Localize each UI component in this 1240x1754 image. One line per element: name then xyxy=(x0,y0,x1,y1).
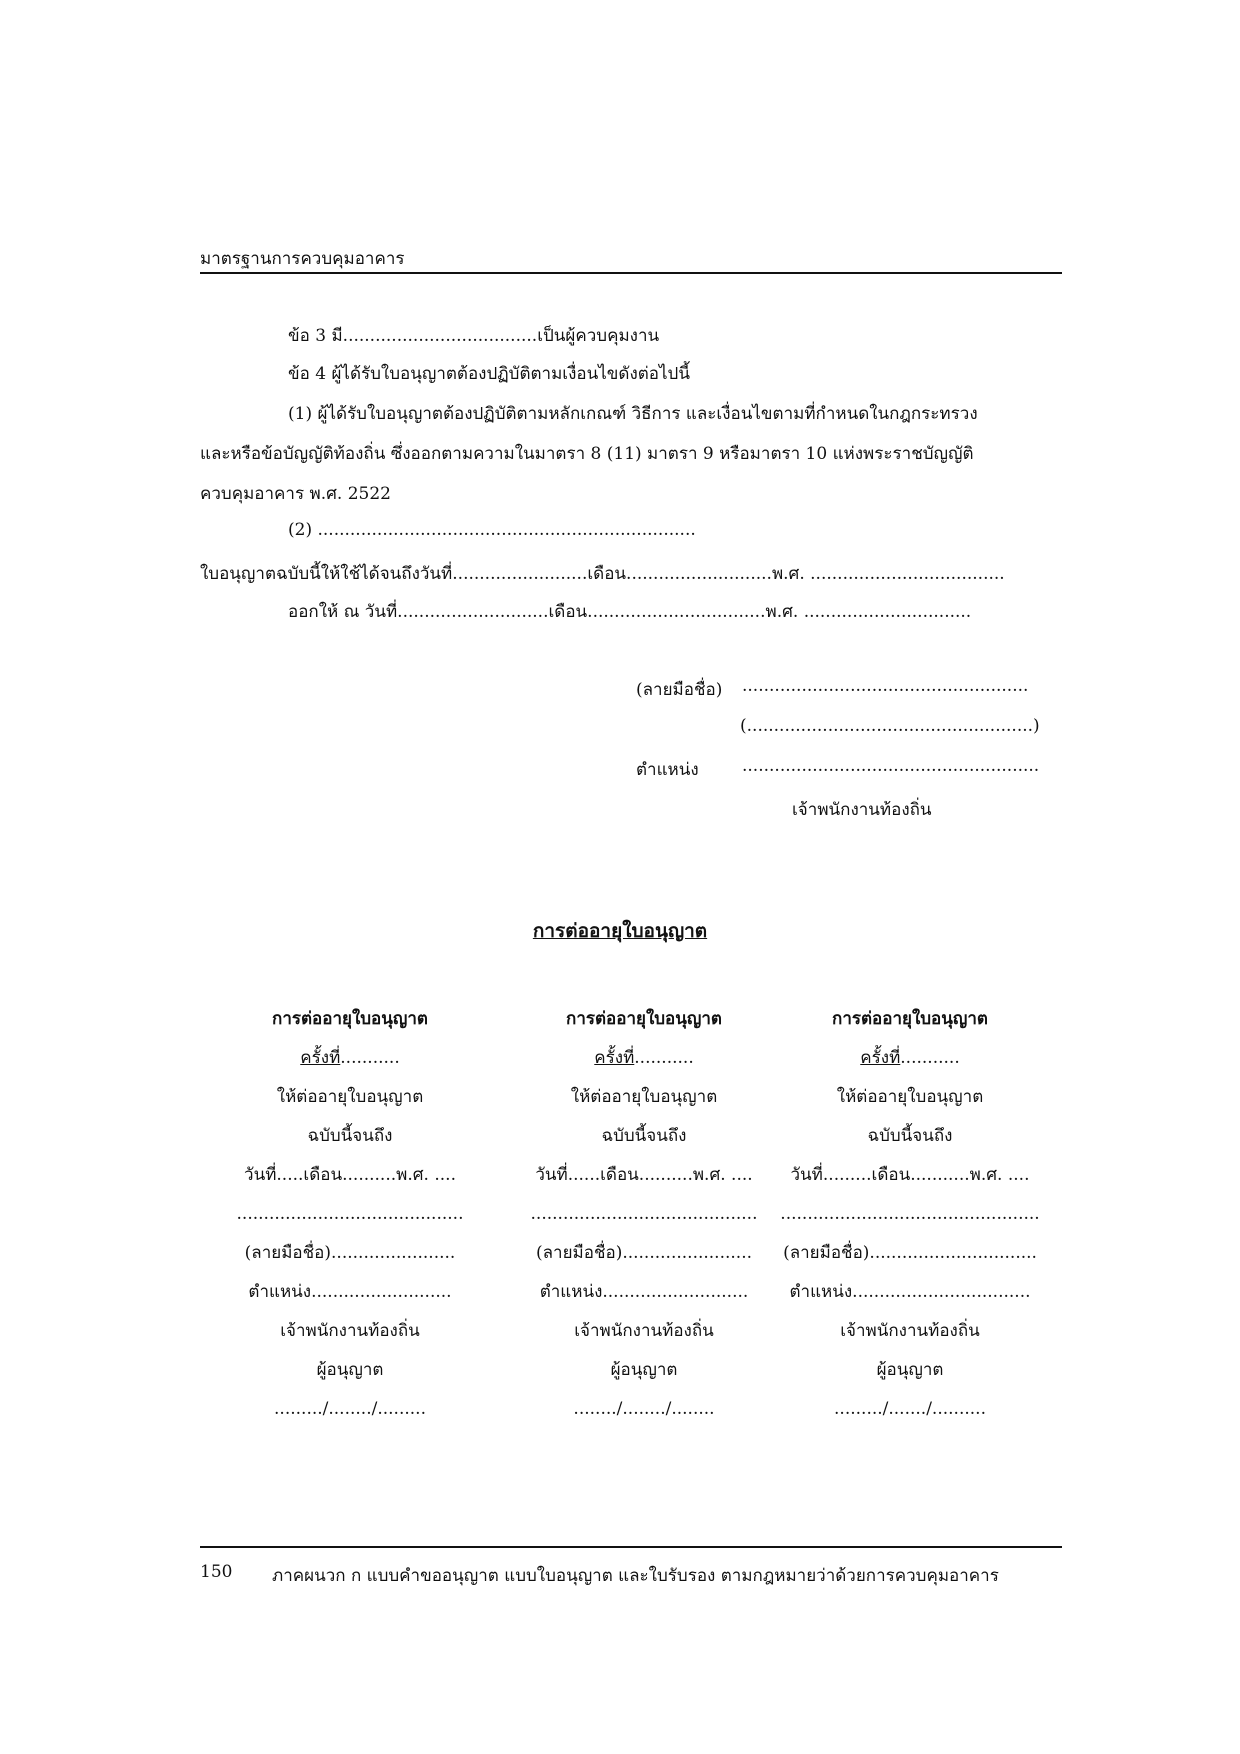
signature-name: (.....................................................) xyxy=(740,716,1040,736)
time-dots: ........... xyxy=(634,1048,694,1068)
position-label: ตำแหน่ง xyxy=(636,760,699,780)
signature-dots: ..................................................... xyxy=(742,676,1029,696)
renewal-column-1 xyxy=(220,1000,480,1429)
time-dots: ........... xyxy=(340,1048,400,1068)
renewal-date: วันที่......เดือน..........พ.ศ. .... xyxy=(535,1165,753,1185)
renewal-date: วันที่.........เดือน...........พ.ศ. .... xyxy=(790,1165,1030,1185)
renewal-dots: ................................................ xyxy=(780,1204,1040,1224)
renewal-time xyxy=(514,1039,774,1078)
renewal-official: เจ้าพนักงานท้องถิ่น xyxy=(280,1321,420,1341)
clause-4: ข้อ 4 ผู้ได้รับใบอนุญาตต้องปฏิบัติตามเงื่อนไขดังต่อไปนี้ xyxy=(288,364,690,384)
issued-line: ออกให้ ณ วันที่............................เดือน.................................พ.ศ. ............................... xyxy=(288,602,972,622)
renewal-column-3 xyxy=(780,1000,1040,1429)
page-number: 150 xyxy=(200,1562,233,1582)
renewal-title: การต่ออายุใบอนุญาต xyxy=(532,920,708,942)
renewal-dateline: ......../......../........ xyxy=(573,1399,715,1419)
header-rule xyxy=(200,272,1062,274)
renewal-line-1: ให้ต่ออายุใบอนุญาต xyxy=(836,1087,984,1107)
renewal-dateline: ........./......../......... xyxy=(274,1399,426,1419)
clause-4-item-1-line-2: และหรือข้อบัญญัติท้องถิ่น ซึ่งออกตามความในมาตรา 8 (11) มาตรา 9 หรือมาตรา 10 แห่งพระราชบัญญัติ xyxy=(200,444,974,464)
renewal-heading: การต่ออายุใบอนุญาต xyxy=(832,1009,988,1029)
renewal-role: ผู้อนุญาต xyxy=(316,1360,384,1380)
renewal-role: ผู้อนุญาต xyxy=(876,1360,944,1380)
clause-3: ข้อ 3 มี....................................เป็นผู้ควบคุมงาน xyxy=(288,326,660,346)
clause-4-item-2: (2) ...................................................................... xyxy=(288,520,696,540)
renewal-signature: (ลายมือชื่อ)....................... xyxy=(244,1243,456,1263)
renewal-time xyxy=(780,1039,1040,1078)
renewal-time xyxy=(220,1039,480,1078)
renewal-line-1: ให้ต่ออายุใบอนุญาต xyxy=(276,1087,424,1107)
renewal-dots: .......................................... xyxy=(530,1204,758,1224)
signature-label: (ลายมือชื่อ) xyxy=(636,680,723,700)
clause-4-item-1-line-3: ควบคุมอาคาร พ.ศ. 2522 xyxy=(200,484,391,504)
renewal-dateline: ........./......./.......... xyxy=(834,1399,986,1419)
renewal-dots: .......................................... xyxy=(236,1204,464,1224)
renewal-position: ตำแหน่ง........................... xyxy=(539,1282,749,1302)
renewal-column-2 xyxy=(514,1000,774,1429)
renewal-position: ตำแหน่ง................................. xyxy=(789,1282,1031,1302)
validity-line: ใบอนุญาตฉบับนี้ให้ใช้ได้จนถึงวันที่.........................เดือน...........................พ.ศ. .................................... xyxy=(200,564,1005,584)
renewal-line-2: ฉบับนี้จนถึง xyxy=(307,1126,393,1146)
renewal-official: เจ้าพนักงานท้องถิ่น xyxy=(840,1321,980,1341)
time-label: ครั้งที่ xyxy=(300,1048,341,1068)
renewal-date: วันที่.....เดือน..........พ.ศ. .... xyxy=(244,1165,456,1185)
renewal-signature: (ลายมือชื่อ)............................... xyxy=(783,1243,1037,1263)
time-dots: ........... xyxy=(900,1048,960,1068)
renewal-line-2: ฉบับนี้จนถึง xyxy=(601,1126,687,1146)
renewal-position: ตำแหน่ง.......................... xyxy=(248,1282,452,1302)
clause-4-item-1-line-1: (1) ผู้ได้รับใบอนุญาตต้องปฏิบัติตามหลักเกณฑ์ วิธีการ และเงื่อนไขตามที่กำหนดในกฎกระทรวง xyxy=(288,404,978,424)
renewal-signature: (ลายมือชื่อ)........................ xyxy=(535,1243,753,1263)
footer-rule xyxy=(200,1546,1062,1548)
time-label: ครั้งที่ xyxy=(594,1048,635,1068)
renewal-heading: การต่ออายุใบอนุญาต xyxy=(566,1009,722,1029)
renewal-line-1: ให้ต่ออายุใบอนุญาต xyxy=(570,1087,718,1107)
running-header: มาตรฐานการควบคุมอาคาร xyxy=(200,249,405,269)
time-label: ครั้งที่ xyxy=(860,1048,901,1068)
renewal-role: ผู้อนุญาต xyxy=(610,1360,678,1380)
renewal-line-2: ฉบับนี้จนถึง xyxy=(867,1126,953,1146)
renewal-heading: การต่ออายุใบอนุญาต xyxy=(272,1009,428,1029)
renewal-official: เจ้าพนักงานท้องถิ่น xyxy=(574,1321,714,1341)
position-dots: ....................................................... xyxy=(742,756,1040,776)
footer-text: ภาคผนวก ก แบบคำขออนุญาต แบบใบอนุญาต และใบรับรอง ตามกฎหมายว่าด้วยการควบคุมอาคาร xyxy=(272,1566,999,1586)
official-title: เจ้าพนักงานท้องถิ่น xyxy=(792,800,932,820)
